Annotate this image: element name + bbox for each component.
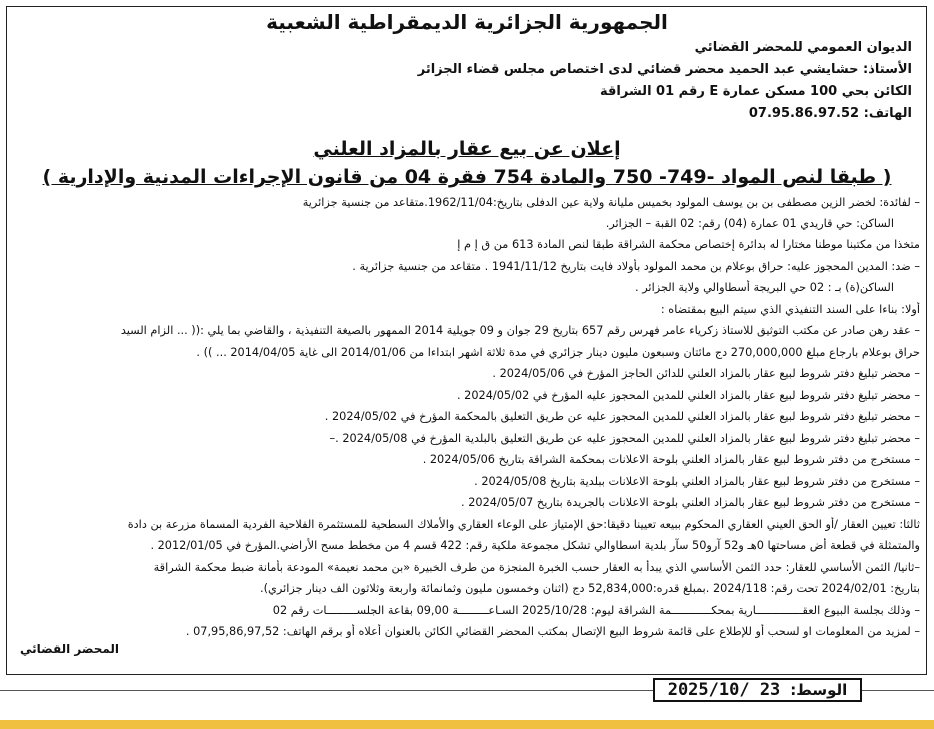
body-line: – مستخرج من دفتر شروط لبيع عقار بالمزاد العلني بلوحة الاعلانات بالجريدة بتاريخ 2024/05/07 . [461,496,920,509]
republic-heading: الجمهورية الجزائرية الديمقراطية الشعبية [266,10,668,34]
office-phone-line [749,106,912,121]
bailiff-signature: المحضر القضائي [20,642,120,656]
body-line: متخذا من مكتبنا موطنا مختارا له بدائرة إختصاص محكمة الشراقة طبقا لنص المادة 613 من ق إ م إ [457,238,920,251]
body-line: حراق بوعلام بارجاع مبلغ 270,000,000 دج مائتان وسبعون مليون دينار جزائري في مدة ثلاثة اشهر ابتداءا من 2014/01/06 الى غاية 2014/04/05 ... )) . [196,346,920,359]
body-line: – عقد رهن صادر عن مكتب التوثيق للاستاذ زكرياء عامر فهرس رقم 657 بتاريخ 29 جوان و 09 جويلية 2014 الممهور بالصيغة التنفيذية ، والقاضي بما يلي :(( ... الزام السيد [120,324,920,337]
body-line: – لفائدة: لخضر الزين مصطفى بن بن يوسف المولود بخميس مليانة ولاية عين الدفلى بتاريخ:1962/11/04.متقاعد من جنسية جزائرية [302,196,920,209]
body-line: بتاريخ: 2024/02/01 تحت رقم: 2024/118 .بمبلغ قدره:52,834,000 دج (اثنان وخمسون مليون وثمانمائة واربعة وثلاثون الف دينار جزائري). [260,582,920,595]
body-line: الساكن(ة) بـ : 02 حي البريجة أسطاوالي ولاية الجزائر . [635,281,894,294]
announcement-title: إعلان عن بيع عقار بالمزاد العلني [313,138,621,160]
newspaper-label: الوسط: [790,681,848,699]
footer-rule-right [862,690,934,691]
office-name: الديوان العمومي للمحضر القضائي [694,40,912,55]
body-line: ثالثا: تعيين العقار /أو الحق العيني العقاري المحكوم ببيعه تعيينا دقيقا:حق الإمتياز على الوعاء العقاري والأملاك السطحية للمستثمرة الفلاحية الفردية المسماة مزرعة بن دادة [127,518,920,531]
body-line: – مستخرج من دفتر شروط لبيع عقار بالمزاد العلني بلوحة الاعلانات ببلدية بتاريخ 2024/05/08 . [474,475,920,488]
phone-label: الهاتف: [863,106,912,121]
body-line: – ضد: المدين المحجوز عليه: حراق بوعلام بن محمد المولود بأولاد فايت بتاريخ 1941/11/12 . متقاعد من جنسية جزائرية . [352,260,920,273]
body-line: – محضر تبليغ دفتر شروط لبيع عقار بالمزاد العلني للمدين المحجوز عليه المؤرخ في 2024/05/02 . [456,389,920,402]
bailiff-name: الأستاذ: حشايشي عبد الحميد محضر قضائي لدى اختصاص مجلس قضاء الجزائر [417,62,912,77]
bottom-color-bar [0,720,934,729]
phone-number: 07.95.86.97.52 [748,106,860,121]
body-line: – وذلك بجلسة البيوع العقــــــــــــــارية بمحكــــــــــــمة الشراقة ليوم: 2025/10/28 السـاعـــــــــة 09,00 بقاعة الجلســـــــــات رقم 02 [272,604,920,617]
footer-rule-left [0,690,653,691]
body-line: – مستخرج من دفتر شروط لبيع عقار بالمزاد العلني بلوحة الاعلانات بمحكمة الشراقة بتاريخ 2024/05/06 . [422,453,920,466]
body-line: والمتمثلة في قطعة أض مساحتها 0هـ و52 آرو50 سآر بلدية اسطاوالي تشكل مجموعة ملكية رقم: 422 قسم 4 من مخطط مسح الأراضي.المؤرخ في 2012/01/05 . [150,539,920,552]
body-line: أولا: بناءا على السند التنفيذي الذي سيتم البيع بمقتضاه : [660,303,920,316]
announcement-subtitle: ( طبقا لنص المواد -749- 750 والمادة 754 فقرة 04 من قانون الإجراءات المدنية والإدارية ) [42,166,892,188]
publication-date-box [653,678,862,702]
body-line: – محضر تبليغ دفتر شروط لبيع عقار بالمزاد العلني للمدين المحجوز عليه عن طريق التعليق بالمحكمة المؤرخ في 2024/05/02 . [324,410,920,423]
publication-date: 2025/10/ 23 [667,680,781,700]
body-line: –ثانيا/ الثمن الأساسي للعقار: حدد الثمن الأساسي الذي يبدأ به العقار حسب الخبرة المنجزة من طرف الخبيرة «بن محمد نعيمة» المودعة بأمانة ضبط محكمة الشراقة [153,561,920,574]
body-line: – لمزيد من المعلومات او لسحب أو للإطلاع على قائمة شروط البيع الإتصال بمكتب المحضر القضائي الكائن بالعنوان أعلاه أو برقم الهاتف: 07,95,86,97,52 . [185,625,920,638]
body-line: – محضر تبليغ دفتر شروط لبيع عقار بالمزاد العلني للمدين المحجوز عليه عن طريق التعليق بالبلدية المؤرخ في 2024/05/08 .– [329,432,920,445]
body-line: الساكن: حي قاريدي 01 عمارة (04) رقم: 02 القبة – الجزائر. [605,217,894,230]
office-address: الكائن بحي 100 مسكن عمارة E رقم 01 الشراقة [600,84,912,99]
body-line: – محضر تبليغ دفتر شروط لبيع عقار بالمزاد العلني للدائن الحاجز المؤرخ في 2024/05/06 . [492,367,920,380]
